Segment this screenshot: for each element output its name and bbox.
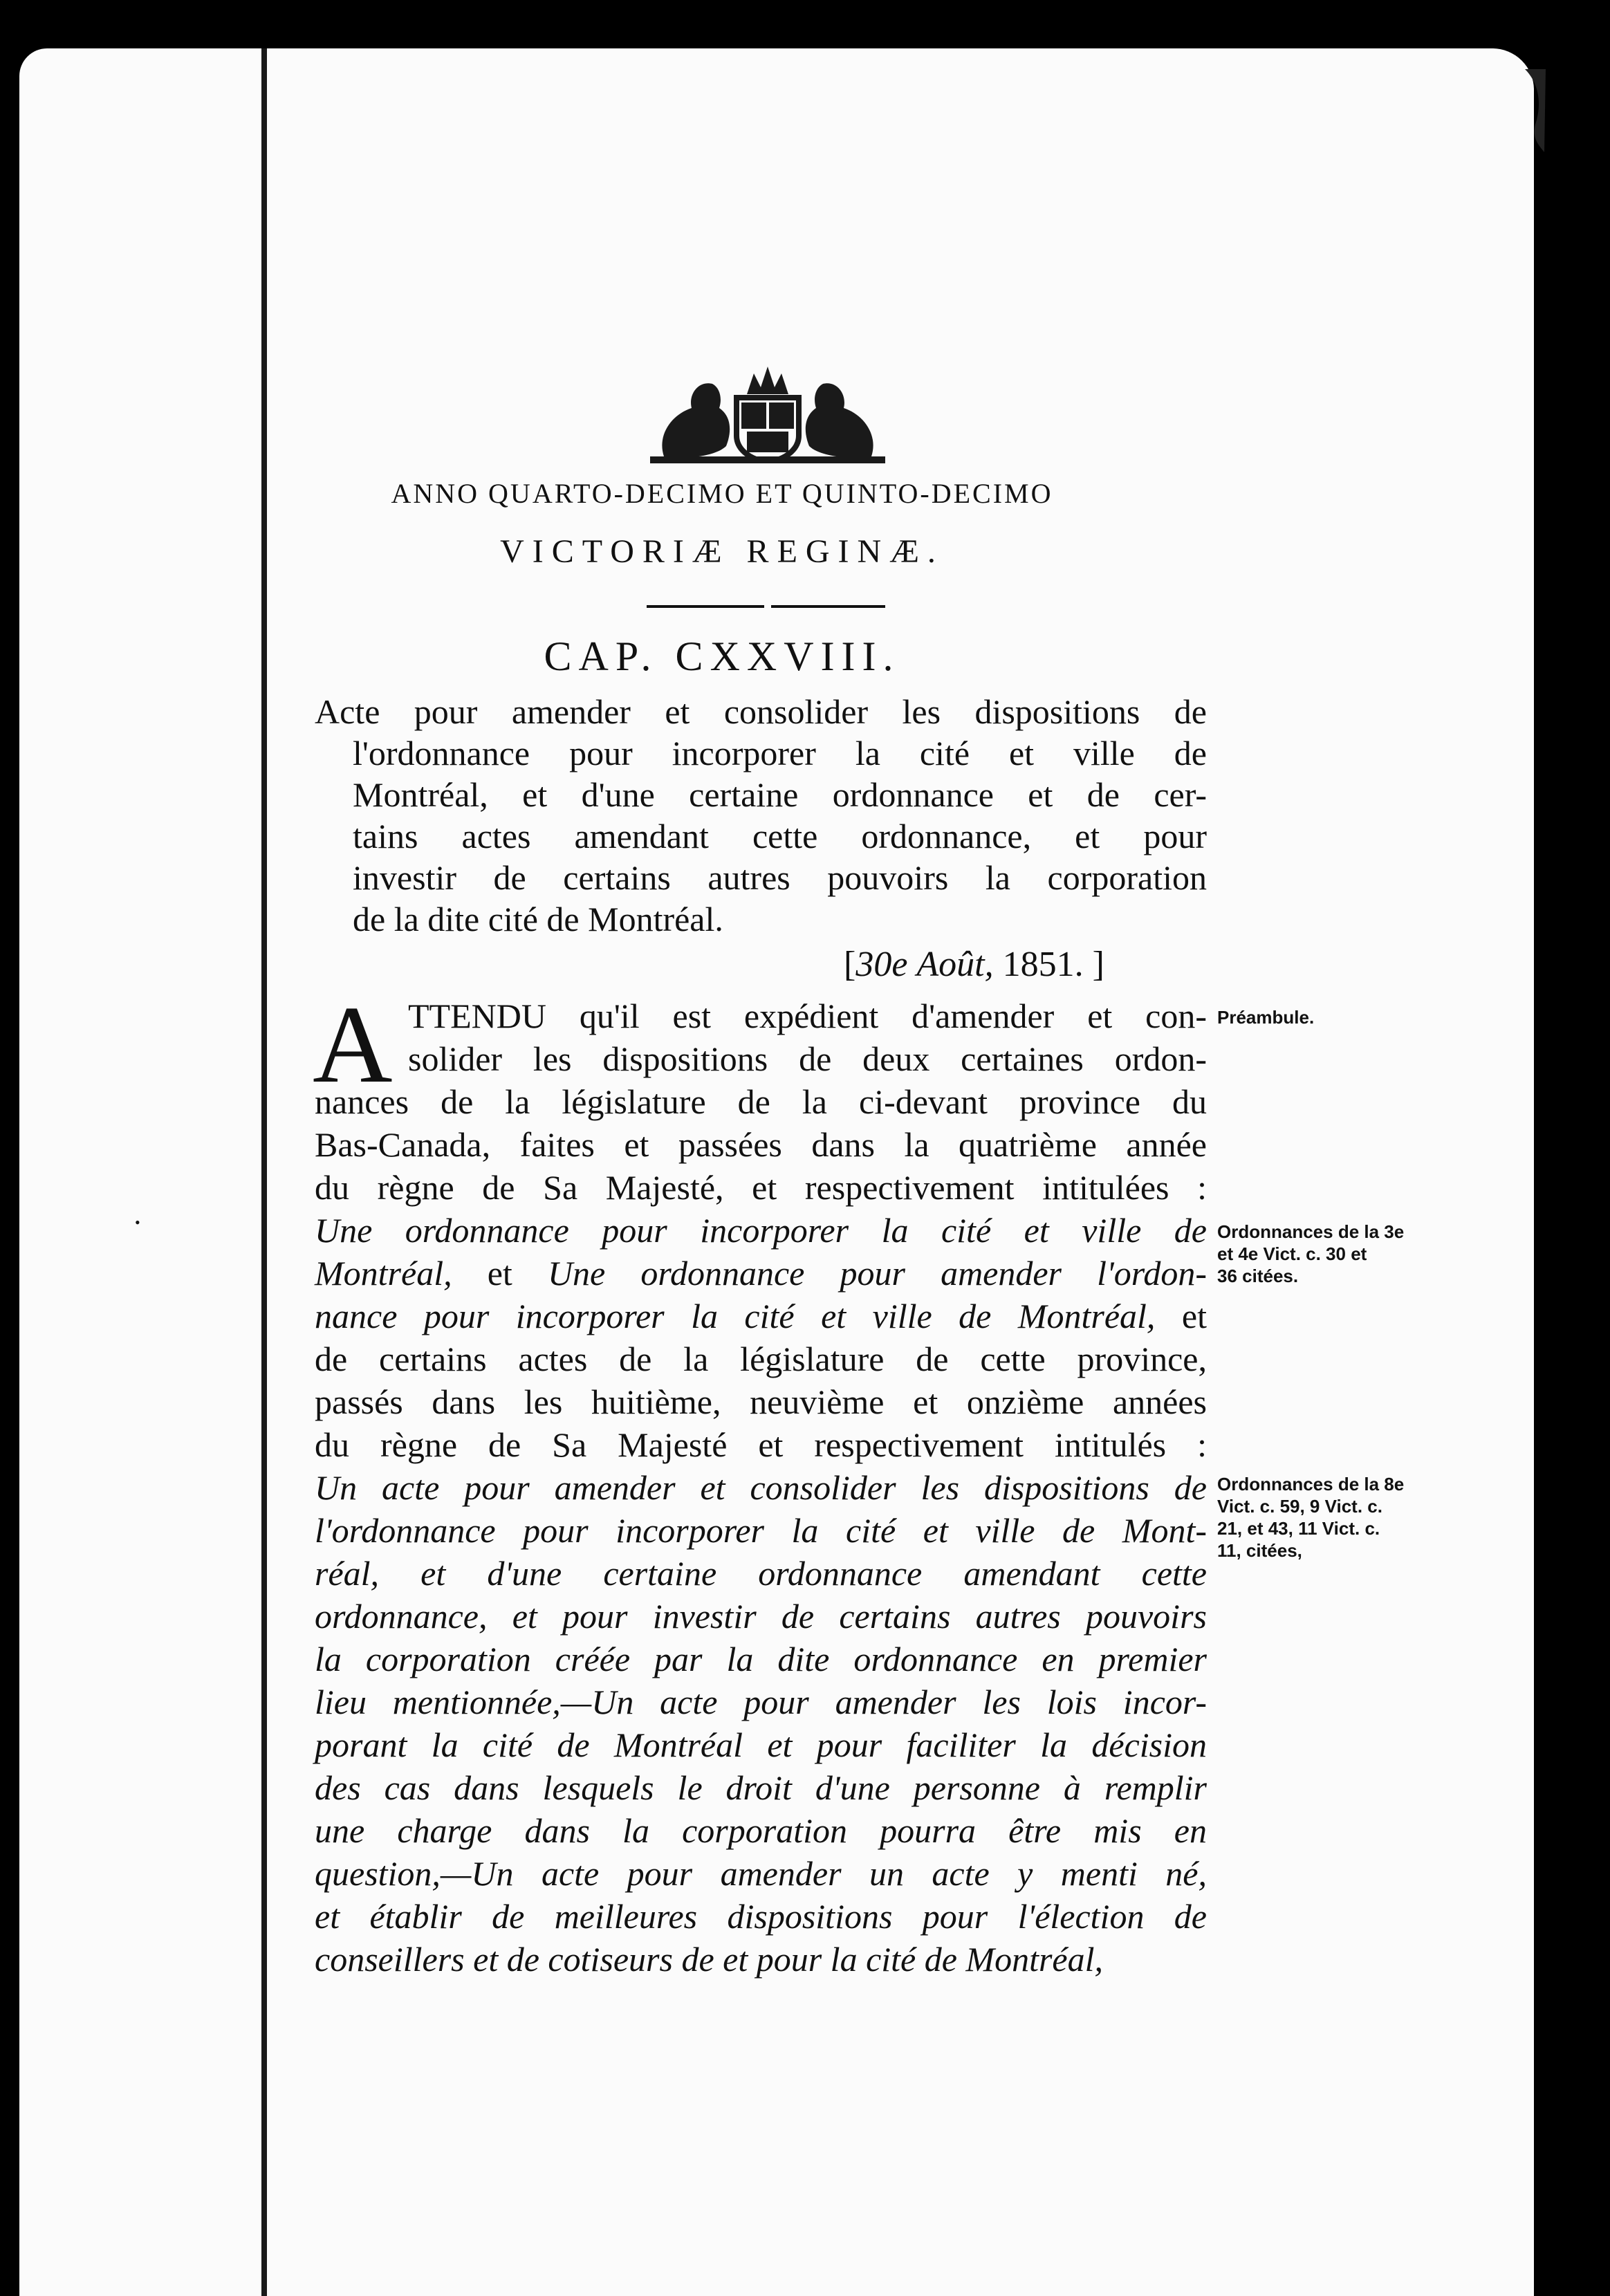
body-line-8-roman: et <box>1155 1297 1207 1335</box>
enactment-date <box>844 944 1104 985</box>
date-bracket-close: ] <box>1092 945 1104 984</box>
title-line-5: investir de certains autres pouvoirs la corporation <box>353 858 1207 897</box>
date-month: Août, <box>916 945 994 984</box>
body-line-10: passés dans les huitième, neuvième et onzième années <box>315 1382 1207 1421</box>
body-line-15: ordonnance, et pour investir de certains autres pouvoirs <box>315 1597 1207 1636</box>
date-day: 30e <box>855 945 908 984</box>
body-line-7-italic-b: Une ordonnance pour amender l'ordon- <box>547 1254 1207 1293</box>
body-line-23: conseillers et de cotiseurs de et pour la cité de Montréal, <box>315 1940 1104 1979</box>
date-bracket-open: [ <box>844 945 856 984</box>
body-line-20: une charge dans la corporation pourra être mis en <box>315 1811 1207 1850</box>
title-line-3: Montréal, et d'une certaine ordonnance et de cer- <box>353 775 1207 814</box>
page-corner-damage <box>1518 69 1546 152</box>
divider-rule-right <box>771 605 885 608</box>
margin-note-2-line-2: et 4e Vict. c. 30 et <box>1217 1243 1367 1264</box>
header-line-1: ANNO QUARTO-DECIMO ET QUINTO-DECIMO <box>391 478 1053 509</box>
body-line-16: la corporation créée par la dite ordonnance en premier <box>315 1640 1207 1678</box>
body-line-12: Un acte pour amender et consolider les dispositions de <box>315 1468 1207 1507</box>
body-line-1: TTENDU qu'il est expédient d'amender et con- <box>408 997 1207 1035</box>
body-line-6: Une ordonnance pour incorporer la cité et ville de <box>315 1211 1207 1250</box>
body-line-17: lieu mentionnée,—Un acte pour amender les lois incor- <box>315 1683 1207 1721</box>
body-line-11: du règne de Sa Majesté et respectivement intitulés : <box>315 1425 1207 1464</box>
date-year: 1851. <box>1002 945 1084 984</box>
margin-note-ordinances-8 <box>1217 1473 1404 1562</box>
body-line-4: Bas-Canada, faites et passées dans la quatrième année <box>315 1125 1207 1164</box>
title-line-4: tains actes amendant cette ordonnance, et pour <box>353 817 1207 855</box>
stray-margin-mark: • <box>135 1214 140 1231</box>
chapter-heading: CAP. CXXVIII. <box>544 633 900 679</box>
header-line-2: VICTORIÆ REGINÆ. <box>500 533 944 570</box>
body-line-7 <box>315 1253 1207 1293</box>
body-line-9: de certains actes de la législature de cette province, <box>315 1340 1207 1378</box>
body-line-7-italic-a: Montréal, <box>315 1254 452 1293</box>
title-line-6: de la dite cité de Montréal. <box>353 900 723 938</box>
margin-note-3-line-2: Vict. c. 59, 9 Vict. c. <box>1217 1496 1382 1517</box>
margin-note-3-line-1: Ordonnances de la 8e <box>1217 1474 1405 1494</box>
margin-note-ordinances-3-4 <box>1217 1221 1404 1287</box>
margin-note-preamble: Préambule. <box>1217 1007 1315 1028</box>
margin-note-3-line-4: 11, citées, <box>1217 1540 1302 1561</box>
body-line-5: du règne de Sa Majesté, et respectivement intitulées : <box>315 1168 1207 1207</box>
body-line-22: et établir de meilleures dispositions pour l'élection de <box>315 1897 1207 1936</box>
margin-note-2-line-1: Ordonnances de la 3e <box>1217 1221 1405 1242</box>
body-line-21: question,—Un acte pour amender un acte y menti né, <box>315 1854 1207 1893</box>
margin-note-3-line-3: 21, et 43, 11 Vict. c. <box>1217 1518 1380 1539</box>
title-line-2: l'ordonnance pour incorporer la cité et ville de <box>353 734 1207 772</box>
drop-cap: A <box>313 983 393 1106</box>
body-line-3: nances de la législature de la ci-devant province du <box>315 1082 1207 1121</box>
body-line-19: des cas dans lesquels le droit d'une personne à remplir <box>315 1768 1207 1807</box>
body-line-2: solider les dispositions de deux certaines ordon- <box>408 1039 1207 1078</box>
title-line-1: Acte pour amender et consolider les dispositions de <box>315 692 1207 731</box>
body-line-7-roman: et <box>452 1254 548 1293</box>
binding-gutter-line <box>261 48 267 2296</box>
royal-coat-of-arms-emblem <box>650 360 885 463</box>
body-line-8 <box>315 1296 1207 1336</box>
body-line-8-italic: nance pour incorporer la cité et ville de Montréal, <box>315 1297 1156 1335</box>
margin-note-2-line-3: 36 citées. <box>1217 1266 1299 1286</box>
body-line-14: réal, et d'une certaine ordonnance amendant cette <box>315 1554 1207 1593</box>
divider-rule-left <box>647 605 764 608</box>
body-line-18: porant la cité de Montréal et pour faciliter la décision <box>315 1725 1207 1764</box>
body-line-13: l'ordonnance pour incorporer la cité et ville de Mont- <box>315 1511 1207 1550</box>
